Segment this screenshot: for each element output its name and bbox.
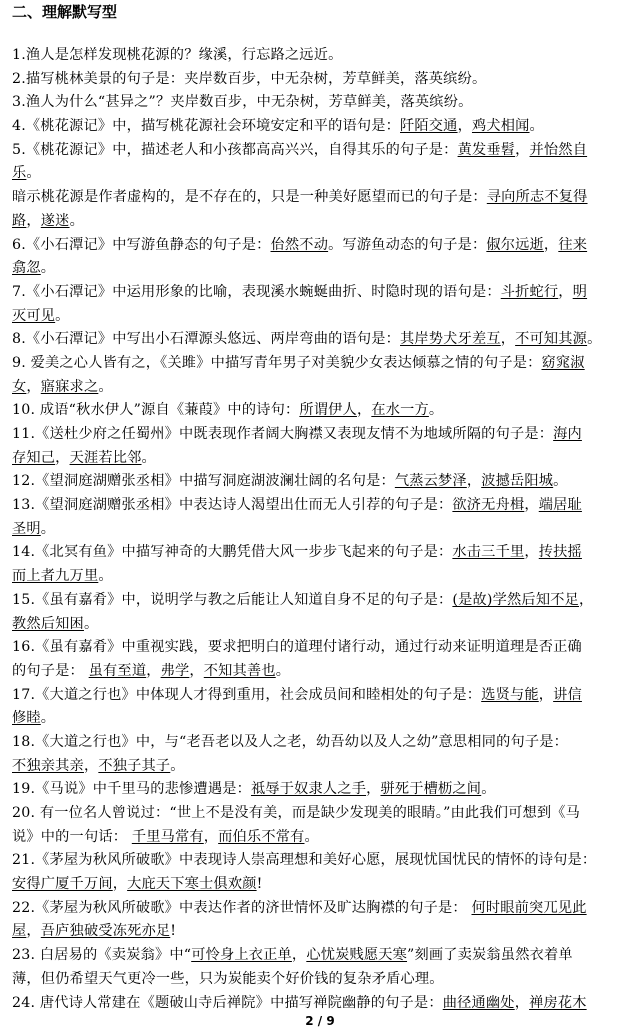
text-line: [12, 589, 632, 613]
answer-text: 虽有至道: [88, 662, 147, 679]
text-line: [12, 755, 632, 779]
line-text: 。: [304, 828, 319, 845]
line-text: 。: [40, 260, 56, 277]
text-line: [12, 920, 632, 944]
text-line: [12, 494, 632, 518]
line-text: ，: [55, 449, 70, 466]
text-line: [12, 399, 632, 423]
line-text: 15.《虽有嘉肴》中，说明学与教之后能让人知道自身不足的句子是：: [12, 591, 453, 608]
answer-text: 抟扶摇: [538, 544, 582, 561]
line-text: 。: [55, 307, 70, 324]
answer-text: 波撼岳阳城: [481, 473, 554, 490]
answer-text: 选贤与能: [481, 686, 539, 703]
line-text: ，: [291, 947, 307, 964]
answer-text: 吾庐独破受冻死亦足: [40, 923, 171, 940]
line-text: 。: [83, 615, 99, 632]
line-text: ，: [515, 141, 530, 158]
text-line: [12, 802, 632, 826]
line-text: 。写游鱼动态的句子是：: [328, 236, 487, 253]
line-text: 1.渔人是怎样发现桃花源的？缘溪，行忘路之远近。: [12, 47, 343, 63]
line-text: 。: [529, 118, 544, 135]
line-text: 。: [275, 662, 291, 679]
line-text: 。: [428, 402, 444, 419]
text-line: [12, 778, 632, 802]
answer-text: 圣明: [12, 520, 41, 537]
answer-text: 心忧炭贱愿天寒: [306, 947, 408, 964]
line-text: 7.《小石潭记》中运用形象的比喻，表现溪水蜿蜒曲折、时隐时现的语句是：: [12, 283, 501, 300]
text-line: [12, 44, 632, 68]
text-line: [12, 518, 632, 542]
text-line: [12, 944, 632, 968]
line-text: 23. 白居易的《卖炭翁》中“: [12, 947, 192, 964]
answer-text: 教然后知困: [12, 615, 84, 632]
page-number: 2 / 9: [305, 1014, 335, 1028]
answer-text: 欲济无舟楫: [452, 497, 525, 514]
line-text: 暗示桃花源是作者虚构的，是不存在的，只是一种美好愿望而已的句子是：: [12, 189, 487, 206]
line-text: 。: [98, 378, 113, 395]
answer-text: 往来: [558, 236, 588, 253]
answer-text: 而上者九万里: [12, 568, 99, 585]
answer-text: 祗辱于奴隶人之手: [250, 781, 367, 798]
answer-text: 女: [12, 378, 27, 395]
text-line: [12, 470, 632, 494]
answer-text: 在水一方: [371, 402, 429, 419]
answer-text: 存知己: [12, 449, 56, 466]
answer-text: 窈窕淑: [541, 354, 585, 371]
answer-text: 黄发垂髫: [457, 141, 516, 158]
text-line: [12, 210, 632, 234]
answer-text: 禅房花木: [529, 994, 587, 1011]
answer-text: 不可知其源: [515, 331, 588, 348]
text-line: [12, 257, 632, 281]
answer-text: 曲径通幽处: [442, 994, 515, 1011]
line-text: ，: [203, 828, 219, 845]
question-list: [12, 44, 632, 1015]
answer-text: 所谓伊人: [299, 402, 357, 419]
answer-text: 灭可见: [12, 307, 56, 324]
line-text: 3.渔人为什么“甚异之”？夹岸数百步，中无杂树，芳草鲜美，落英缤纷。: [12, 94, 473, 111]
text-line: [12, 328, 632, 352]
line-text: ，: [514, 994, 530, 1011]
text-line: [12, 305, 632, 329]
text-line: [12, 613, 632, 637]
line-text: 。: [170, 757, 185, 774]
text-line: [12, 541, 632, 565]
answer-text: 不知其善也: [203, 662, 276, 679]
answer-text: 修睦: [12, 710, 41, 727]
answer-text: 寤寐求之: [40, 378, 99, 395]
line-text: ，: [457, 118, 472, 135]
text-line: [12, 68, 632, 92]
answer-text: 斗折蛇行: [500, 283, 559, 300]
text-line: [12, 731, 632, 755]
line-text: 24. 唐代诗人常建在《题破山寺后禅院》中描写禅院幽静的句子是：: [12, 994, 443, 1011]
answer-text: 端居耻: [538, 497, 582, 514]
line-text: 。: [481, 781, 496, 798]
text-line: [12, 186, 632, 210]
line-text: ，: [538, 686, 554, 703]
line-text: ，: [189, 662, 204, 679]
line-text: 19.《马说》中千里马的悲惨遭遇是：: [12, 781, 251, 798]
line-text: 11.《送杜少府之任蜀州》中既表现作者阔大胸襟又表现友情不为地域所隔的句子是：: [12, 426, 554, 442]
line-text: 。: [553, 473, 568, 490]
line-text: ，: [112, 876, 128, 893]
answer-text: 天涯若比邻: [69, 449, 142, 466]
text-line: [12, 376, 632, 400]
answer-text: 鸡犬相闻: [471, 118, 530, 135]
line-text: ，: [146, 662, 161, 679]
answer-text: 遂迷: [40, 212, 70, 229]
line-text: 的句子是：: [12, 662, 89, 679]
text-line: [12, 992, 632, 1016]
text-line: [12, 684, 632, 708]
answer-text: 骈死于槽枥之间: [380, 781, 482, 798]
line-text: !: [256, 876, 263, 893]
text-line: [12, 91, 632, 115]
line-text: 。: [40, 520, 56, 537]
answer-text: 并怡然自: [529, 141, 588, 158]
text-line: [12, 660, 632, 684]
answer-text: 大庇天下寒士俱欢颜: [127, 876, 257, 893]
answer-text: 佁然不动: [270, 236, 329, 253]
text-line: [12, 707, 632, 731]
line-text: 。: [69, 212, 84, 229]
answer-text: 千里马常有: [131, 828, 204, 845]
line-text: 10. 成语“秋水伊人”源自《蒹葭》中的诗句：: [12, 402, 300, 419]
answer-text: 讲信: [553, 686, 582, 703]
text-line: [12, 826, 632, 850]
line-text: 17.《大道之行也》中体现人才得到重用，社会成员间和睦相处的句子是：: [12, 686, 482, 703]
answer-text: 水击三千里: [452, 544, 525, 561]
answer-text: 不独子其子: [98, 757, 171, 774]
line-text: ，: [83, 757, 99, 774]
text-line: [12, 423, 632, 447]
answer-text: 海内: [553, 426, 582, 442]
text-line: [12, 565, 632, 589]
answer-text: 屋: [12, 923, 27, 940]
line-text: 。: [98, 568, 113, 585]
answer-text: 俶尔远逝: [486, 236, 544, 253]
line-text: 。: [26, 165, 41, 182]
line-text: ，: [26, 212, 41, 229]
line-text: ，: [543, 236, 559, 253]
answer-text: 阡陌交通: [400, 118, 458, 135]
answer-text: 路: [12, 212, 27, 229]
line-text: 16.《虽有嘉肴》中重视实践，要求把明白的道理付诸行动，通过行动来证明道理是否正确: [12, 639, 582, 656]
answer-text: (是故)学然后知不足: [452, 591, 579, 608]
answer-text: 其岸势犬牙差互: [400, 331, 501, 348]
text-line: [12, 636, 632, 660]
line-text: ，: [500, 331, 516, 348]
line-text: 20. 有一位名人曾说过：“世上不是没有美，而是缺少发现美的眼睛。”由此我们可想到《马: [12, 805, 581, 821]
line-text: 8.《小石潭记》中写出小石潭源头悠远、两岸弯曲的语句是：: [12, 331, 401, 348]
text-line: [12, 115, 632, 139]
line-text: ，: [26, 378, 41, 395]
line-text: ，: [578, 591, 594, 608]
answer-text: 何时眼前突兀见此: [471, 899, 587, 916]
line-text: ，: [356, 402, 372, 419]
text-line: [12, 897, 632, 921]
text-line: [12, 139, 632, 163]
line-text: 6.《小石潭记》中写游鱼静态的句子是：: [12, 236, 271, 253]
line-text: ，: [524, 544, 539, 561]
line-text: 12.《望洞庭湖赠张丞相》中描写洞庭湖波澜壮阔的名句是：: [12, 473, 395, 490]
line-text: 14.《北冥有鱼》中描写神奇的大鹏凭借大风一步步飞起来的句子是：: [12, 544, 453, 561]
answer-text: 可怜身上衣正单: [191, 947, 292, 964]
answer-text: 弗学: [160, 662, 190, 679]
answer-text: 而伯乐不常有: [218, 828, 305, 845]
line-text: 21.《茅屋为秋风所破歌》中表现诗人崇高理想和美好心愿，展现忧国忧民的情怀的诗句是：: [12, 852, 597, 869]
line-text: ”刻画了卖炭翁虽然衣着单: [407, 947, 573, 964]
answer-text: 安得广厦千万间: [12, 876, 113, 893]
line-text: 。: [40, 710, 56, 727]
line-text: 9. 爱美之心人皆有之，《关雎》中描写青年男子对美貌少女表达倾慕之情的句子是：: [12, 354, 542, 371]
answer-text: 翕忽: [12, 260, 41, 277]
line-text: ，: [366, 781, 381, 798]
line-text: ，: [524, 497, 539, 514]
line-text: !: [170, 923, 177, 940]
text-line: [12, 281, 632, 305]
answer-text: 明: [572, 283, 588, 300]
line-text: ，: [466, 473, 482, 490]
section-heading: 二、理解默写型: [12, 3, 118, 21]
text-line: [12, 352, 632, 376]
line-text: 2.描写桃林美景的句子是：夹岸数百步，中无杂树，芳草鲜美，落英缤纷。: [12, 70, 487, 87]
line-text: 说》中的一句话：: [12, 828, 132, 845]
line-text: 。: [141, 449, 156, 466]
answer-text: 寻向所志不复得: [486, 189, 588, 206]
text-line: [12, 447, 632, 471]
line-text: 5.《桃花源记》中，描述老人和小孩都高高兴兴，自得其乐的句子是：: [12, 141, 458, 158]
line-text: 薄，但仍希望天气更冷一些，只为炭能卖个好价钱的复杂矛盾心理。: [12, 970, 444, 987]
line-text: 4.《桃花源记》中，描写桃花源社会环境安定和平的语句是：: [12, 118, 401, 135]
line-text: 。: [587, 331, 602, 348]
line-text: ，: [26, 923, 41, 940]
answer-text: 不独亲其亲: [12, 757, 84, 774]
text-line: [12, 162, 632, 186]
text-line: [12, 968, 632, 992]
text-line: [12, 873, 632, 897]
line-text: 22.《茅屋为秋风所破歌》中表达作者的济世情怀及旷达胸襟的句子是：: [12, 899, 472, 916]
line-text: 13.《望洞庭湖赠张丞相》中表达诗人渴望出仕而无人引荐的句子是：: [12, 497, 453, 514]
line-text: ，: [558, 283, 573, 300]
text-line: [12, 849, 632, 873]
answer-text: 气蒸云梦泽: [394, 473, 467, 490]
answer-text: 乐: [12, 165, 27, 182]
text-line: [12, 234, 632, 258]
line-text: 18.《大道之行也》中，与“老吾老以及人之老，幼吾幼以及人之幼”意思相同的句子是：: [12, 733, 569, 750]
